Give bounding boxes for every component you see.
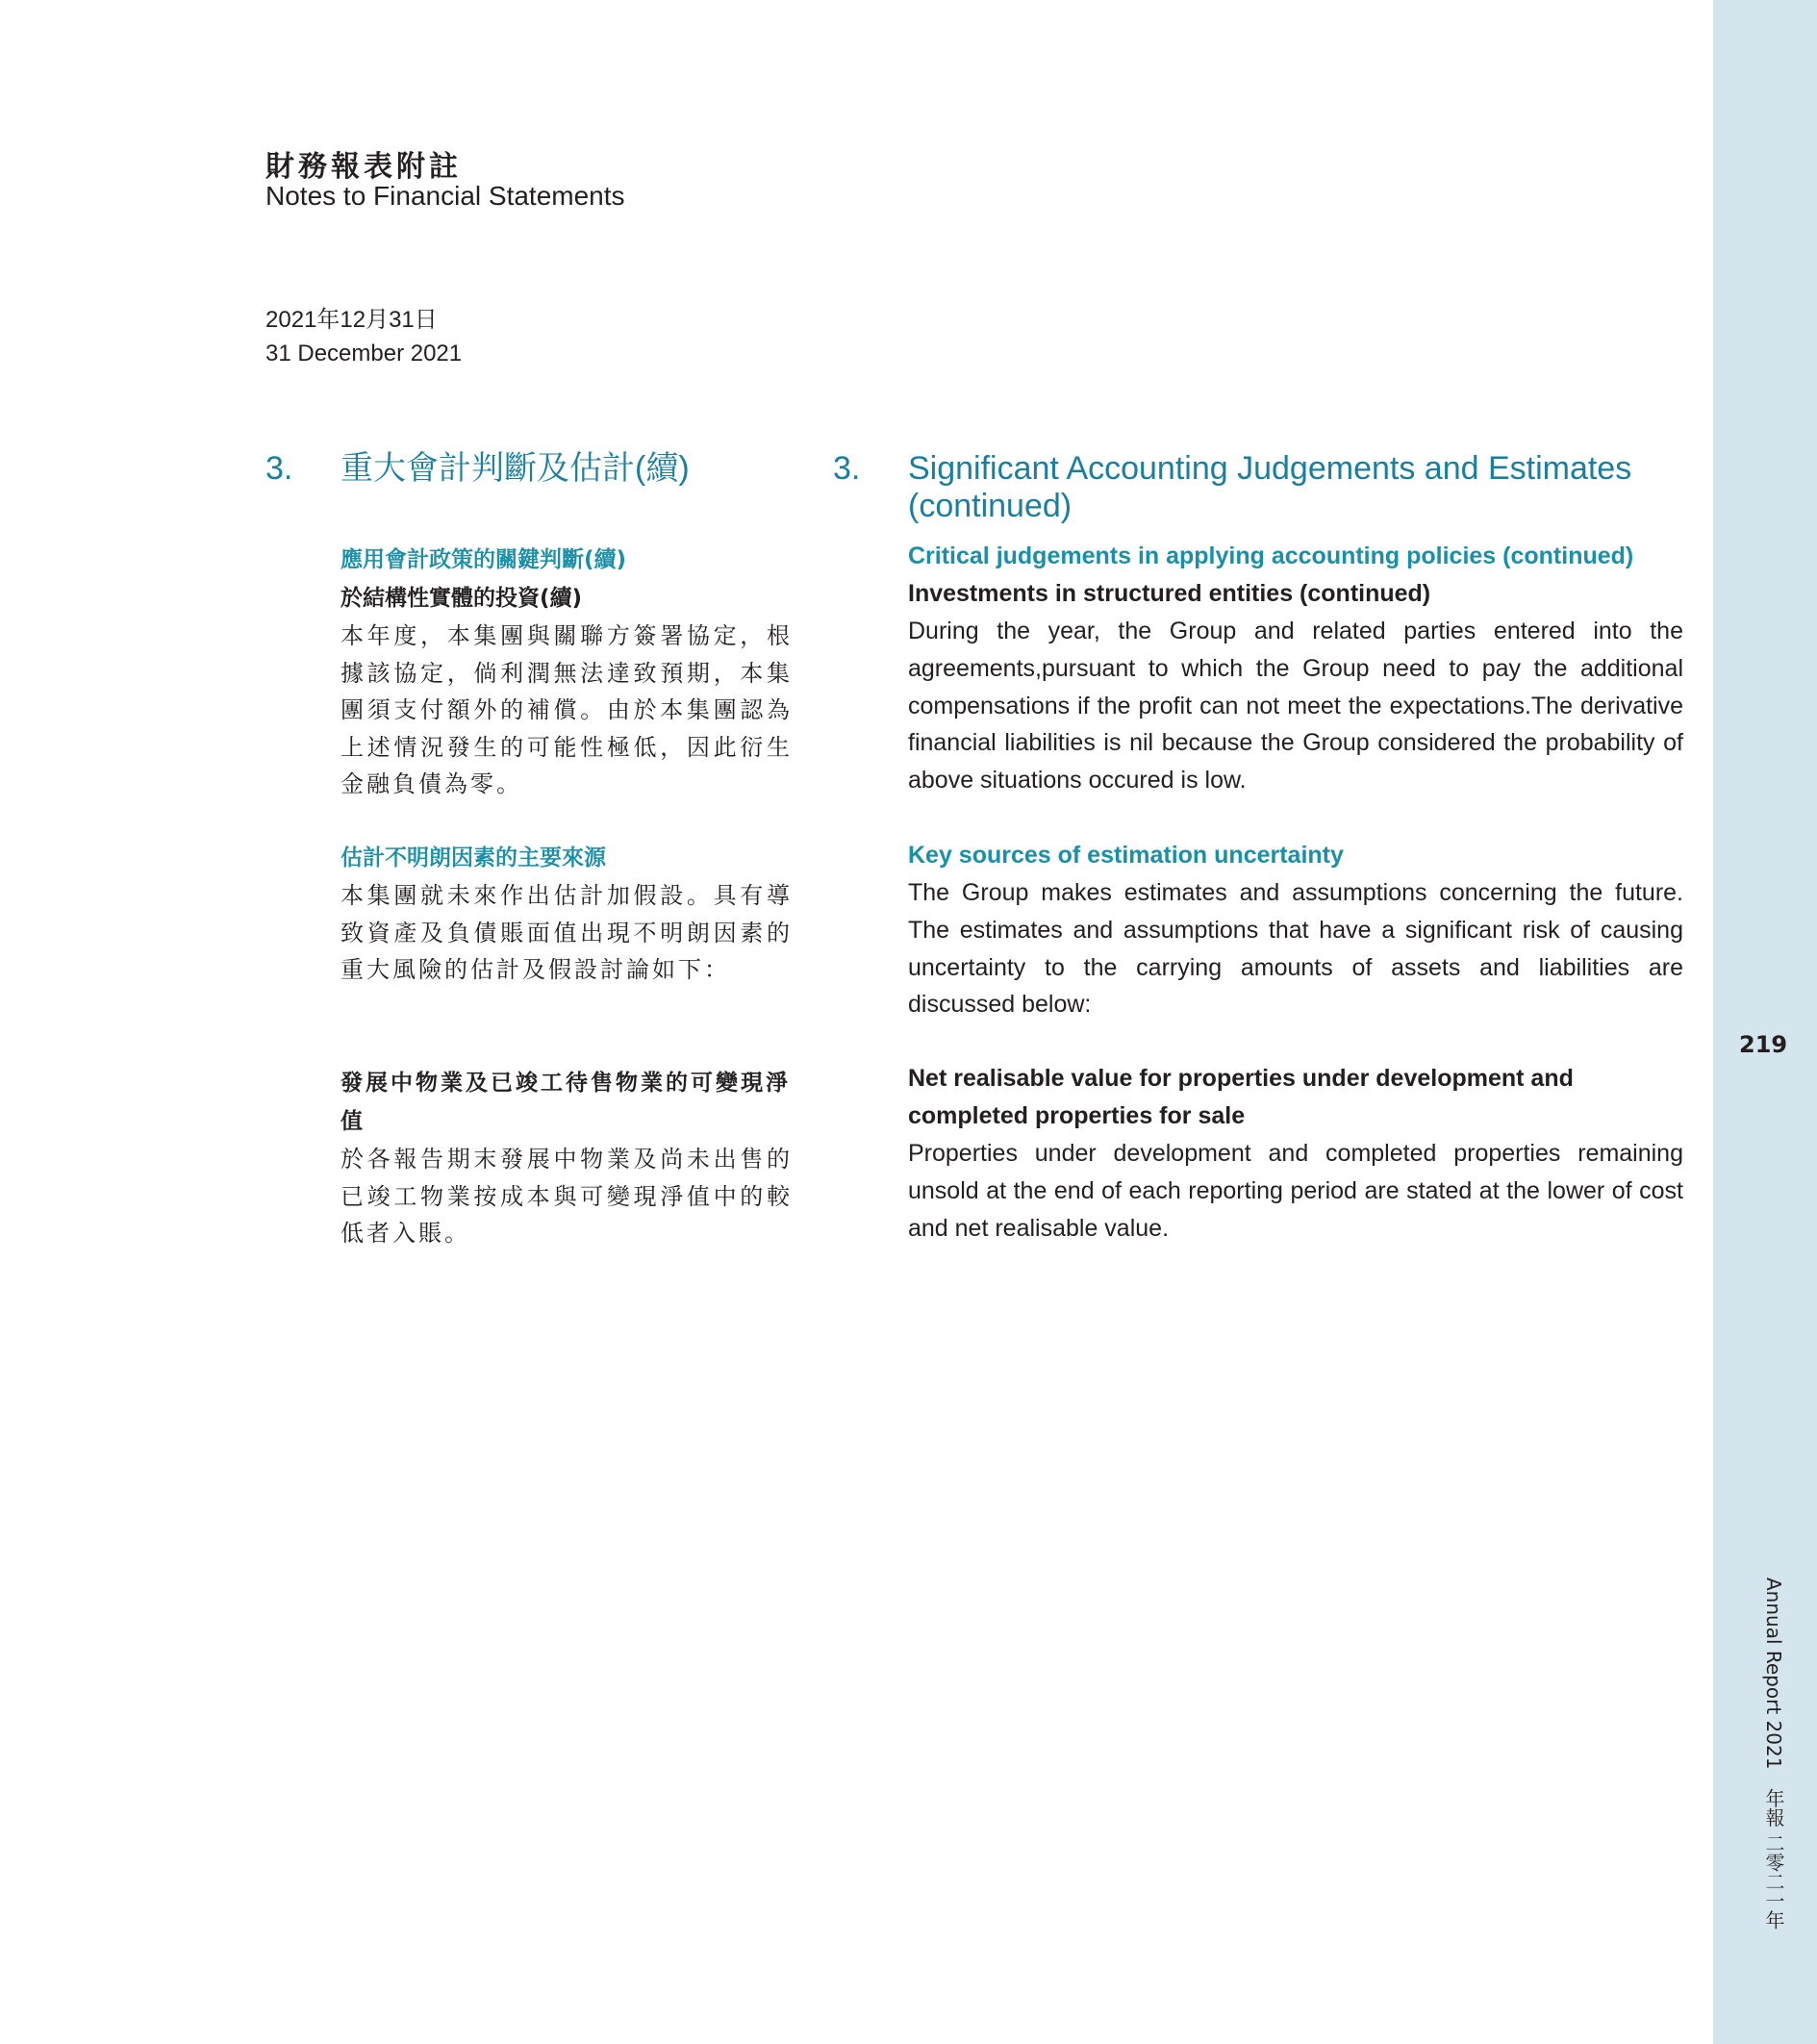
section-number-en: 3. (833, 450, 861, 487)
cn-block-estimation (341, 839, 793, 989)
cn-paragraph-structured-entities: 本年度，本集團與關聯方簽署協定，根據該協定，倘利潤無法達致預期，本集團須支付額外的補償。由於本集團認為上述情況發生的可能性極低，因此衍生金融負債為零。 (341, 622, 793, 798)
section-title-cn: 重大會計判斷及估計(續) (341, 450, 690, 487)
page-number: 219 (1739, 1031, 1788, 1058)
en-subheading-estimation: Key sources of estimation uncertainty (908, 842, 1344, 869)
en-heading-structured-entities: Investments in structured entities (continued) (908, 580, 1431, 607)
en-block-judgements (908, 537, 1683, 799)
en-subheading-judgements: Critical judgements in applying accounting policies (continued) (908, 543, 1634, 569)
date-cn: 2021年12月31日 (265, 307, 438, 333)
en-heading-nrv: Net realisable value for properties under development and completed properties for sale (908, 1065, 1574, 1129)
en-block-nrv (908, 1060, 1683, 1247)
report-label: Annual Report 2021 年報 二零二一年 (1762, 1577, 1785, 1930)
en-paragraph-estimation: The Group makes estimates and assumptions concerning the future. The estimates and assumptions that have a significant risk of causing uncertainty to the carrying amounts of assets and liabilities are discussed below: (908, 879, 1683, 1019)
cn-subheading-judgements: 應用會計政策的關鍵判斷(續) (341, 547, 627, 572)
cn-subheading-estimation: 估計不明朗因素的主要來源 (341, 845, 606, 871)
section-title-en-line1: Significant Accounting Judgements and Estimates (908, 450, 1632, 487)
en-paragraph-structured-entities: During the year, the Group and related parties entered into the agreements,pursuant to which the Group need to pay the additional compensations if the profit can not meet the expectations.The derivative financial liabilities is nil because the Group considered the probability of above situations occured is low. (908, 618, 1683, 795)
cn-block-nrv (341, 1064, 793, 1252)
cn-paragraph-nrv: 於各報告期末發展中物業及尚未出售的已竣工物業按成本與可變現淨值中的較低者入賬。 (341, 1146, 793, 1248)
section-number-cn: 3. (265, 450, 293, 487)
cn-paragraph-estimation: 本集團就未來作出估計加假設。具有導致資產及負債賬面值出現不明朗因素的重大風險的估計及假設討論如下： (341, 882, 793, 984)
section-title-en (908, 450, 1678, 525)
header-title-cn: 財務報表附註 (265, 150, 462, 184)
cn-heading-structured-entities: 於結構性實體的投資(續) (341, 586, 583, 611)
en-block-estimation (908, 836, 1683, 1023)
header-title-en: Notes to Financial Statements (265, 181, 625, 211)
section-title-en-line2: (continued) (908, 488, 1073, 524)
date-en: 31 December 2021 (265, 341, 463, 366)
en-paragraph-nrv: Properties under development and completed properties remaining unsold at the end of each reporting period are stated at the lower of cost and net realisable value. (908, 1140, 1683, 1242)
cn-block-judgements (341, 541, 793, 803)
cn-heading-nrv: 發展中物業及已竣工待售物業的可變現淨值 (341, 1071, 791, 1134)
